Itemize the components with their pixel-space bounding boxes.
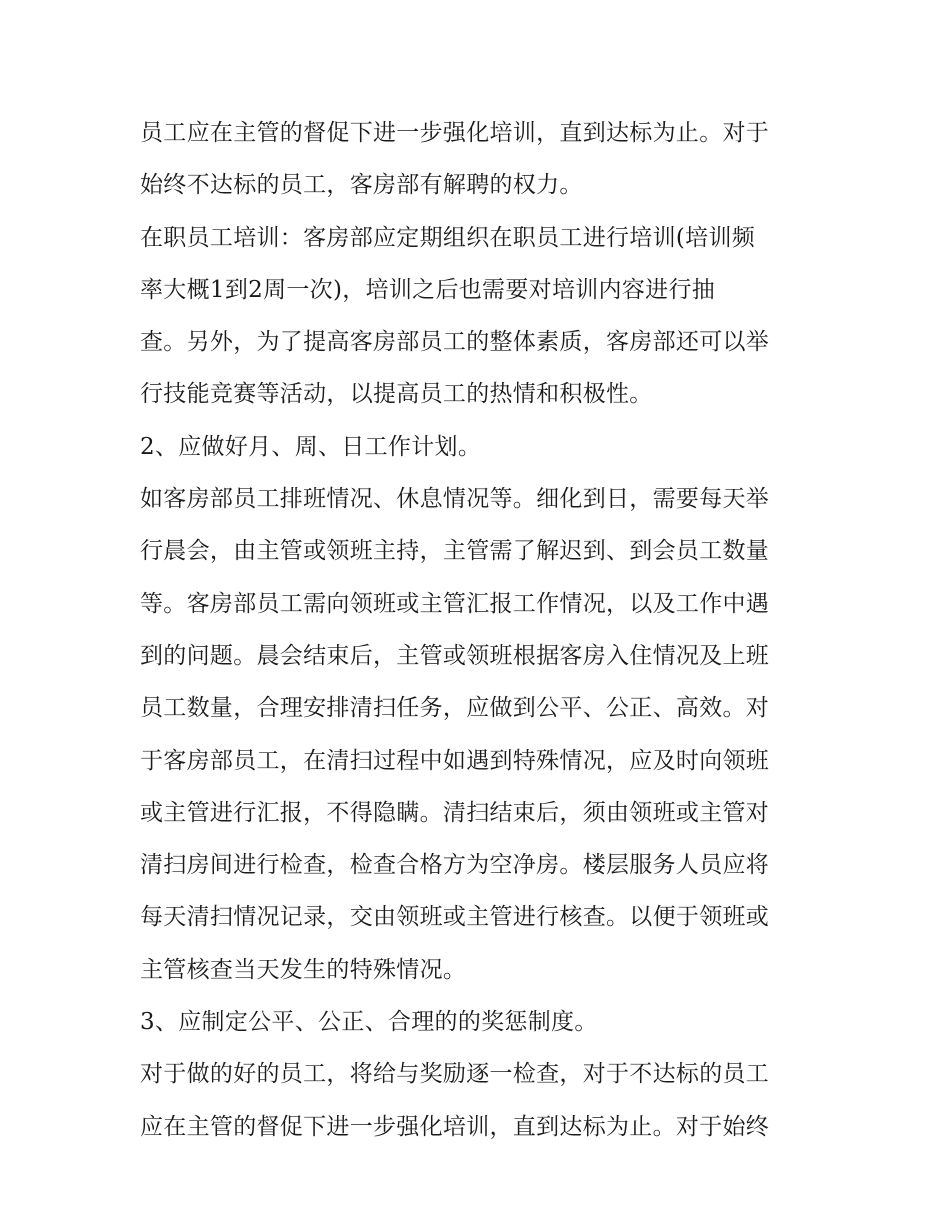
text-line: 始终不达标的员工，客房部有解聘的权力。 (140, 172, 583, 199)
text-line: 行晨会，由主管或领班主持，主管需了解迟到、到会员工数量 (140, 538, 770, 565)
section-heading-3: 3、应制定公平、公正、合理的的奖惩制度。 (140, 1009, 598, 1036)
body-text (140, 107, 820, 1153)
text-line: 员工应在主管的督促下进一步强化培训，直到达标为止。对于 (140, 120, 770, 146)
section-heading-2: 2、应做好月、周、日工作计划。 (140, 433, 482, 460)
text-line: 行技能竞赛等活动，以提高员工的热情和积极性。 (140, 381, 653, 408)
text-line: 到的问题。晨会结束后，主管或领班根据客房入住情况及上班 (140, 642, 770, 669)
text-line: 或主管进行汇报，不得隐瞒。清扫结束后，须由领班或主管对 (140, 799, 770, 826)
text-line: 每天清扫情况记录，交由领班或主管进行核查。以便于领班或 (140, 904, 770, 931)
text-line: 等。客房部员工需向领班或主管汇报工作情况，以及工作中遇 (140, 590, 770, 617)
text-line: 主管核查当天发生的特殊情况。 (140, 956, 467, 983)
text-line: 于客房部员工，在清扫过程中如遇到特殊情况，应及时向领班 (140, 747, 770, 774)
text-line: 率大概1到2周一次)，培训之后也需要对培训内容进行抽 (140, 276, 716, 303)
text-line: 在职员工培训：客房部应定期组织在职员工进行培训(培训频 (140, 224, 756, 251)
text-line: 对于做的好的员工，将给与奖励逐一检查，对于不达标的员工 (140, 1061, 770, 1088)
text-line: 如客房部员工排班情况、休息情况等。细化到日，需要每天举 (140, 486, 770, 513)
text-line: 查。另外，为了提高客房部员工的整体素质，客房部还可以举 (140, 329, 770, 356)
text-line: 员工数量，合理安排清扫任务，应做到公平、公正、高效。对 (140, 695, 770, 722)
text-line: 清扫房间进行检查，检查合格方为空净房。楼层服务人员应将 (140, 852, 770, 879)
text-line: 应在主管的督促下进一步强化培训，直到达标为止。对于始终 (140, 1113, 770, 1140)
